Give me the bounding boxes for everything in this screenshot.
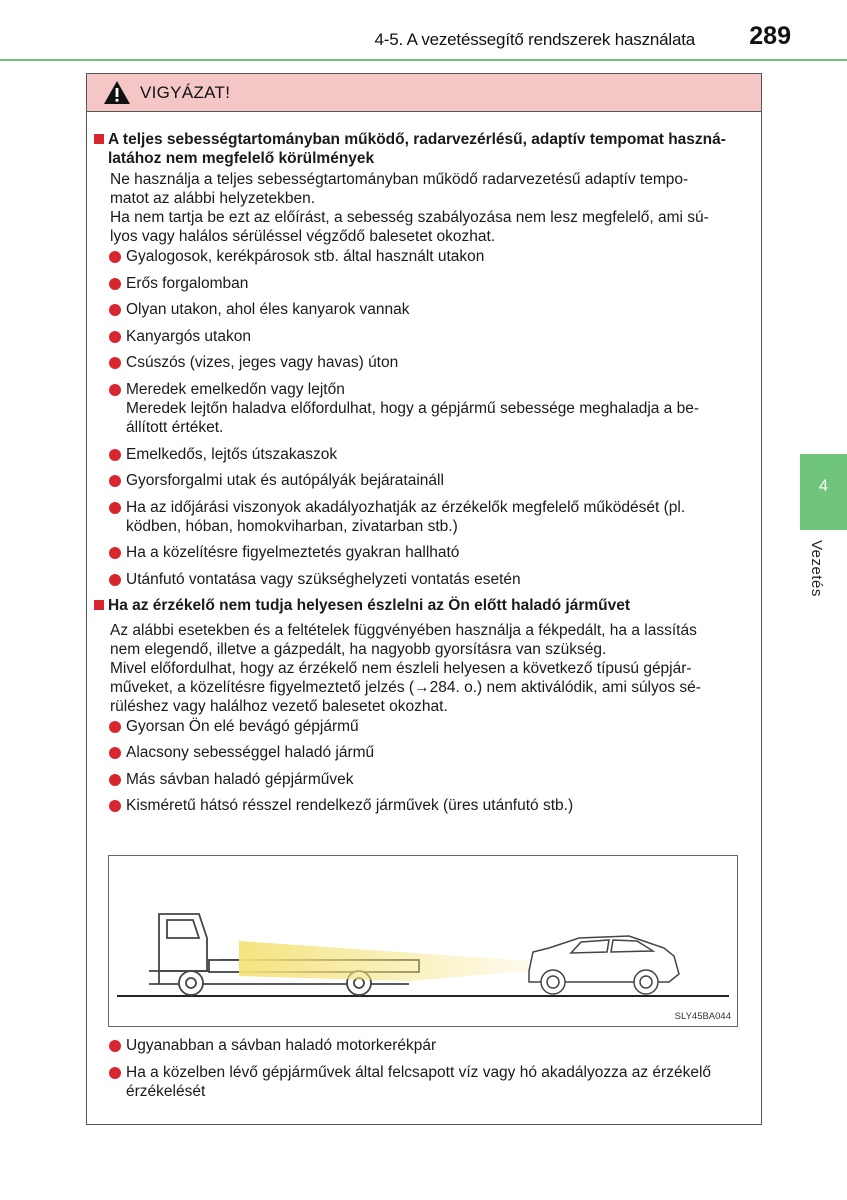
- list-item-line: Kisméretű hátsó résszel rendelkező járművek (üres utánfutó stb.): [126, 797, 574, 815]
- list-item-line: Csúszós (vizes, jeges vagy havas) úton: [126, 354, 399, 372]
- list-item: [108, 471, 748, 490]
- section-paragraph-line: rüléshez vagy halálhoz vezető balesetet okozhat.: [110, 697, 448, 715]
- list-item-line: érzékelését: [126, 1082, 206, 1100]
- list-item: [108, 274, 748, 293]
- section-paragraph-line: műveket, a közelítésre figyelmeztető jelzés (→284. o.) nem aktiválódik, ami súlyos sé-: [110, 678, 701, 696]
- red-bullet: [109, 331, 121, 343]
- list-item: [108, 445, 748, 464]
- list-item: [108, 717, 748, 736]
- list-item-line: Olyan utakon, ahol éles kanyarok vannak: [126, 301, 410, 319]
- illustration-truck-and-car: [108, 855, 738, 1027]
- warning-triangle-icon: [103, 80, 131, 105]
- red-bullet: [109, 547, 121, 559]
- list-item-line: Meredek emelkedőn vagy lejtőn: [126, 381, 345, 398]
- page-number: 289: [749, 22, 791, 50]
- section-heading-detection-line: Ha az érzékelő nem tudja helyesen észlelni az Ön előtt haladó járművet: [108, 596, 631, 614]
- list-item-line: Emelkedős, lejtős útszakaszok: [126, 445, 338, 463]
- section-paragraph: [110, 170, 750, 246]
- list-item-line: Kanyargós utakon: [126, 327, 251, 345]
- list-item: [108, 300, 748, 319]
- warning-title: VIGYÁZAT!: [140, 83, 231, 102]
- list-item: [108, 770, 748, 789]
- red-square-marker: [94, 600, 104, 610]
- red-bullet: [109, 251, 121, 263]
- section-heading-detection: [90, 596, 630, 615]
- list-item: [108, 327, 748, 346]
- red-bullet: [109, 574, 121, 586]
- red-bullet: [109, 304, 121, 316]
- sensor-illustration: [109, 856, 739, 1028]
- list-item: [108, 1063, 748, 1101]
- list-item-line: Gyalogosok, kerékpárosok stb. által használt utakon: [126, 248, 485, 265]
- list-item: [108, 1036, 748, 1055]
- list-item-line: Ha a közelben lévő gépjárművek által felcsapott víz vagy hó akadályozza az érzékelő: [126, 1063, 712, 1081]
- red-bullet: [109, 1040, 121, 1052]
- section-paragraph-line: Az alábbi esetekben és a feltételek függvényében használja a fékpedált, ha a lassítás: [110, 621, 697, 639]
- section-paragraph-line: Ha nem tartja be ezt az előírást, a sebesség szabályozása nem lesz megfelelő, ami sú-: [110, 209, 709, 226]
- list-item-line: állított értéket.: [126, 419, 224, 436]
- red-bullet: [109, 1067, 121, 1079]
- red-bullet: [109, 357, 121, 369]
- list-item-line: Ha az időjárási viszonyok akadályozhatják az érzékelők megfelelő működését (pl.: [126, 498, 686, 516]
- list-item-line: Gyorsforgalmi utak és autópályák bejárataináll: [126, 472, 444, 490]
- list-item-line: ködben, hóban, homokviharban, zivatarban stb.): [126, 517, 458, 535]
- page-header: [0, 22, 847, 58]
- list-item-line: Más sávban haladó gépjárművek: [126, 770, 354, 788]
- figure-code: SLY45BA044: [674, 1011, 731, 1022]
- list-item-line: Ha a közelítésre figyelmeztetés gyakran hallható: [126, 544, 460, 562]
- red-bullet: [109, 774, 121, 786]
- list-item-line: Meredek lejtőn haladva előfordulhat, hogy a gépjármű sebessége meghaladja a be-: [126, 400, 700, 417]
- red-bullet: [109, 449, 121, 461]
- section-paragraph: [110, 621, 750, 716]
- list-item-line: Utánfutó vontatása vagy szükséghelyzeti vontatás esetén: [126, 571, 521, 588]
- list-item: [108, 743, 748, 762]
- section-paragraph-line: lyos vagy halálos sérüléssel végződő balesetet okozhat.: [110, 228, 496, 245]
- section-heading-conditions: [90, 130, 726, 168]
- car: [529, 936, 679, 994]
- list-item-line: Alacsony sebességgel haladó jármű: [126, 744, 375, 762]
- list-item: [108, 796, 748, 815]
- chapter-tab-number: 4: [818, 476, 829, 495]
- red-bullet: [109, 475, 121, 487]
- red-square-marker: [94, 134, 104, 144]
- red-bullet: [109, 502, 121, 514]
- section-paragraph-line: Mivel előfordulhat, hogy az érzékelő nem észleli helyesen a következő típusú gépjár-: [110, 659, 692, 677]
- list-item: [108, 247, 748, 266]
- red-bullet: [109, 747, 121, 759]
- header-rule: [0, 59, 847, 61]
- list-item: [108, 498, 748, 536]
- chapter-title: 4-5. A vezetéssegítő rendszerek használata: [374, 30, 695, 49]
- section-paragraph-line: Ne használja a teljes sebességtartományban működő radarvezetésű adaptív tempo-: [110, 171, 689, 188]
- list-item-line: Ugyanabban a sávban haladó motorkerékpár: [126, 1037, 437, 1054]
- section-paragraph-line: nem elegendő, illetve a gázpedált, ha nagyobb gyorsításra van szükség.: [110, 640, 607, 658]
- red-bullet: [109, 384, 121, 396]
- list-item: [108, 353, 748, 372]
- list-item-line: Gyorsan Ön elé bevágó gépjármű: [126, 717, 359, 735]
- radar-beam: [239, 941, 529, 981]
- chapter-side-label: Vezetés: [808, 540, 825, 597]
- section-heading-conditions-line: A teljes sebességtartományban működő, radarvezérlésű, adaptív tempomat haszná-: [108, 131, 726, 148]
- list-item: [108, 380, 748, 437]
- list-item: [108, 570, 748, 589]
- list-item: [108, 543, 748, 562]
- list-item-line: Erős forgalomban: [126, 274, 249, 292]
- red-bullet: [109, 278, 121, 290]
- section-heading-conditions-line: latához nem megfelelő körülmények: [108, 150, 375, 167]
- chapter-tab: [800, 454, 847, 530]
- red-bullet: [109, 721, 121, 733]
- warning-header: [87, 74, 761, 112]
- section-paragraph-line: matot az alábbi helyzetekben.: [110, 190, 316, 207]
- red-bullet: [109, 800, 121, 812]
